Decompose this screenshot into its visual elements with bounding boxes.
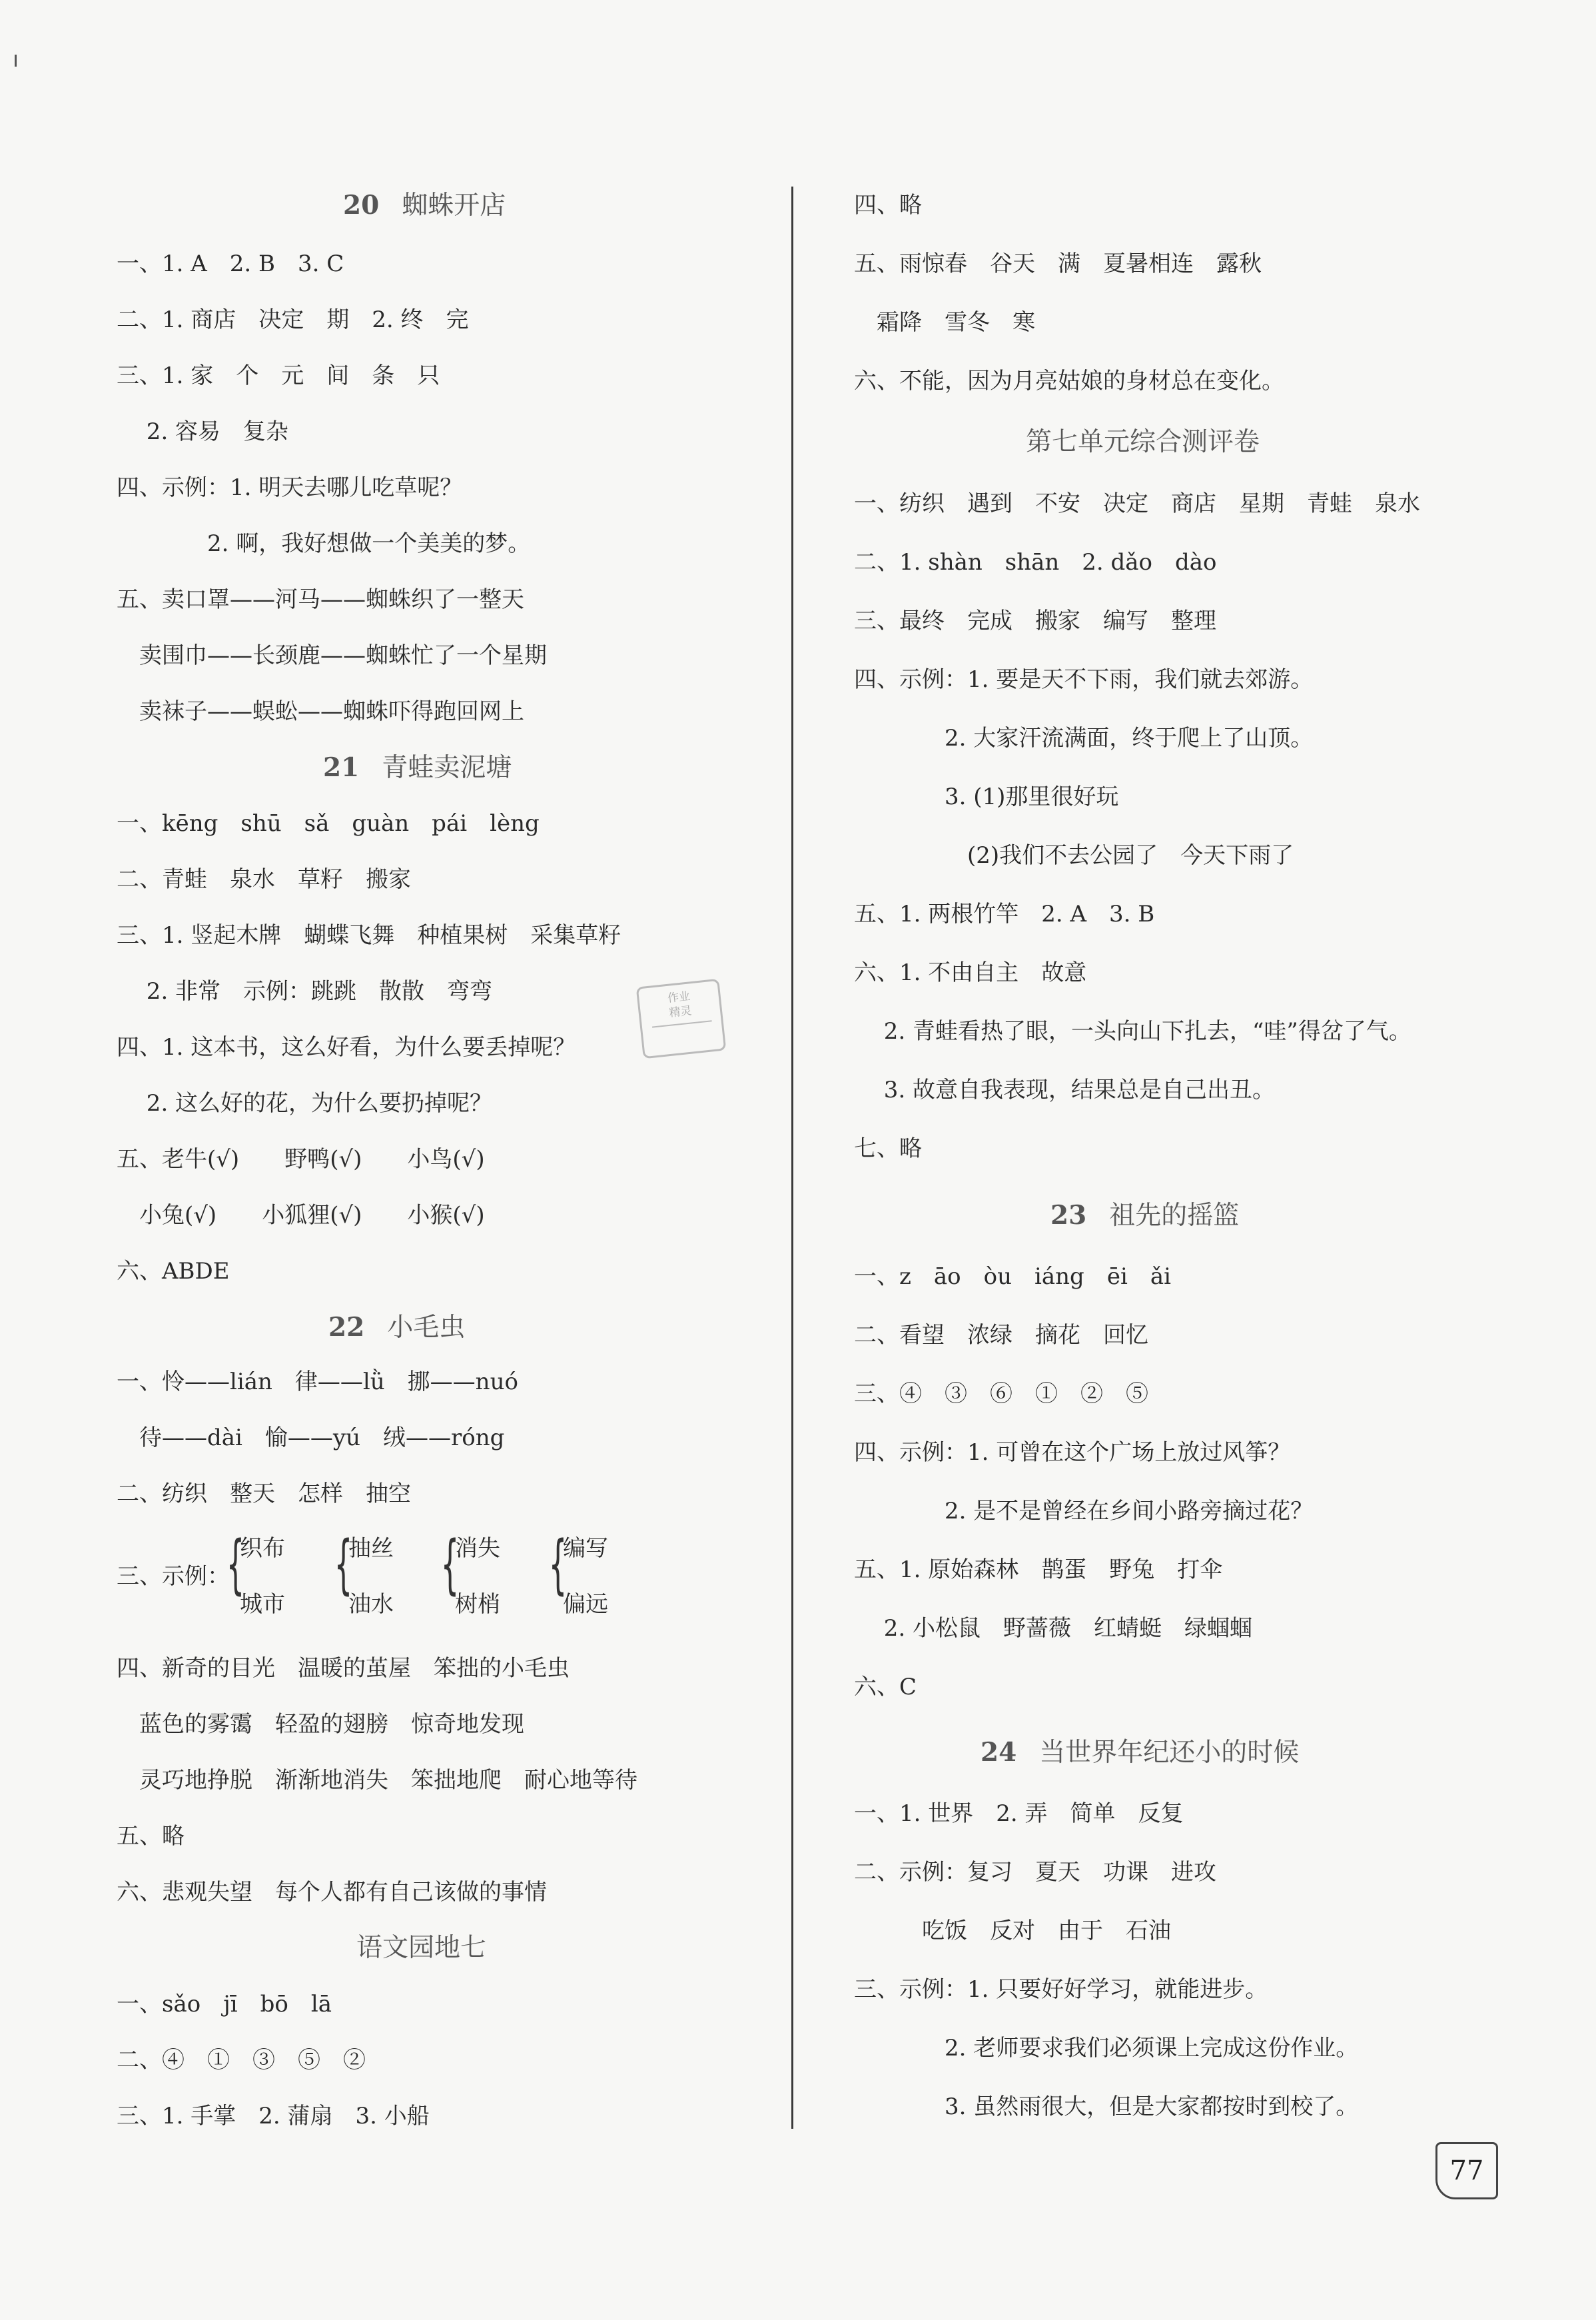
answer-line: 一、sǎo jī bō lā bbox=[117, 1991, 332, 2018]
answer-line: 五、雨惊春 谷天 满 夏暑相连 露秋 bbox=[854, 251, 1262, 277]
answer-line: 小兔(√) 小狐狸(√) 小猴(√) bbox=[117, 1202, 485, 1229]
answer-line: 六、ABDE bbox=[117, 1258, 230, 1285]
answer-line: 二、纺织 整天 怎样 抽空 bbox=[117, 1480, 411, 1507]
brace-bottom: 偏远 bbox=[563, 1591, 608, 1618]
answer-line: 五、略 bbox=[117, 1823, 185, 1850]
brace-bottom: 城市 bbox=[240, 1591, 285, 1618]
garden-heading: 语文园地七 bbox=[356, 1933, 487, 1963]
answer-line: 2. 容易 复杂 bbox=[117, 418, 289, 445]
stamp-logo bbox=[636, 979, 727, 1059]
lesson-23-heading: 23 祖先的摇篮 bbox=[1050, 1200, 1240, 1231]
brace-top: 抽丝 bbox=[348, 1535, 394, 1562]
answer-line: 2. 大家汗流满面，终于爬上了山顶。 bbox=[854, 725, 1314, 752]
brace-bottom: 油水 bbox=[348, 1591, 394, 1618]
brace-icon: { bbox=[226, 1527, 245, 1602]
answer-line: 四、1. 这本书，这么好看，为什么要丢掉呢？ bbox=[117, 1034, 576, 1061]
brace-icon: { bbox=[440, 1527, 460, 1602]
answer-line: 六、不能，因为月亮姑娘的身材总在变化。 bbox=[854, 368, 1284, 394]
answer-line: 七、略 bbox=[854, 1135, 922, 1162]
page-number: 77 bbox=[1435, 2142, 1498, 2199]
answer-line: 3. 故意自我表现，结果总是自己出丑。 bbox=[854, 1077, 1276, 1103]
answer-line: 五、1. 两根竹竿 2. A 3. B bbox=[854, 901, 1155, 927]
brace-top: 消失 bbox=[455, 1535, 500, 1562]
answer-line: 五、老牛(√) 野鸭(√) 小鸟(√) bbox=[117, 1146, 485, 1173]
answer-line: 2. 老师要求我们必须课上完成这份作业。 bbox=[854, 2035, 1359, 2061]
answer-line: 3. 虽然雨很大，但是大家都按时到校了。 bbox=[854, 2093, 1359, 2120]
answer-line: 六、悲观失望 每个人都有自己该做的事情 bbox=[117, 1879, 547, 1906]
brace-top: 编写 bbox=[563, 1535, 608, 1562]
lesson-21-heading: 21 青蛙卖泥塘 bbox=[323, 752, 512, 783]
answer-line: 三、1. 手掌 2. 蒲扇 3. 小船 bbox=[117, 2103, 430, 2129]
stamp-text: 作业 bbox=[667, 989, 691, 1005]
answer-line: 二、青蛙 泉水 草籽 搬家 bbox=[117, 866, 411, 893]
answer-line: 三、1. 竖起木牌 蝴蝶飞舞 种植果树 采集草籽 bbox=[117, 922, 621, 949]
answer-line: 四、略 bbox=[854, 192, 922, 219]
answer-line: 六、1. 不由自主 故意 bbox=[854, 959, 1087, 986]
answer-line: 卖围巾——长颈鹿——蜘蛛忙了一个星期 bbox=[117, 642, 547, 669]
column-divider bbox=[791, 187, 793, 2129]
answer-line: 二、④ ① ③ ⑤ ② bbox=[117, 2047, 366, 2073]
answer-line: 一、1. A 2. B 3. C bbox=[117, 251, 344, 277]
answer-line: 二、看望 浓绿 摘花 回忆 bbox=[854, 1322, 1148, 1349]
answer-line: 2. 这么好的花，为什么要扔掉呢？ bbox=[117, 1090, 493, 1117]
answer-line: 2. 小松鼠 野蔷薇 红蜻蜓 绿蝈蝈 bbox=[854, 1615, 1253, 1642]
answer-line: 四、示例：1. 要是天不下雨，我们就去郊游。 bbox=[854, 666, 1314, 693]
brace-top: 织布 bbox=[240, 1535, 285, 1562]
answer-line: 一、kēng shū sǎ guàn pái lèng bbox=[117, 810, 540, 837]
answer-line: 二、1. shàn shān 2. dǎo dào bbox=[854, 549, 1217, 576]
answer-line: 待——dài 愉——yú 绒——róng bbox=[117, 1425, 505, 1451]
answer-line: (2)我们不去公园了 今天下雨了 bbox=[854, 842, 1294, 869]
scan-mark bbox=[15, 55, 17, 67]
answer-line: 一、1. 世界 2. 弄 简单 反复 bbox=[854, 1800, 1184, 1827]
answer-line: 卖袜子——蜈蚣——蜘蛛吓得跑回网上 bbox=[117, 698, 524, 725]
answer-line: 二、示例：复习 夏天 功课 进攻 bbox=[854, 1859, 1216, 1886]
answer-line: 霜降 雪冬 寒 bbox=[854, 309, 1035, 336]
answer-line: 三、1. 家 个 元 间 条 只 bbox=[117, 362, 440, 389]
answer-line: 一、纺织 遇到 不安 决定 商店 星期 青蛙 泉水 bbox=[854, 490, 1420, 517]
answer-line: 三、最终 完成 搬家 编写 整理 bbox=[854, 608, 1216, 634]
answer-line: 灵巧地挣脱 渐渐地消失 笨拙地爬 耐心地等待 bbox=[117, 1767, 637, 1794]
answer-line: 六、C bbox=[854, 1674, 917, 1700]
lesson-22-heading: 22 小毛虫 bbox=[328, 1312, 466, 1343]
answer-line: 二、1. 商店 决定 期 2. 终 完 bbox=[117, 306, 469, 333]
brace-bottom: 树梢 bbox=[455, 1591, 500, 1618]
answer-line: 吃饭 反对 由于 石油 bbox=[854, 1918, 1171, 1944]
lesson-20-heading: 20 蜘蛛开店 bbox=[343, 190, 506, 221]
answer-line: 2. 是不是曾经在乡间小路旁摘过花？ bbox=[854, 1498, 1314, 1524]
answer-line: 五、卖口罩——河马——蜘蛛织了一整天 bbox=[117, 586, 524, 613]
answer-line: 三、示例： bbox=[117, 1563, 230, 1590]
answer-line: 蓝色的雾霭 轻盈的翅膀 惊奇地发现 bbox=[117, 1711, 524, 1738]
brace-icon: { bbox=[548, 1527, 568, 1602]
answer-line: 2. 青蛙看热了眼，一头向山下扎去，“哇”得岔了气。 bbox=[854, 1018, 1411, 1045]
answer-line: 三、示例：1. 只要好好学习，就能进步。 bbox=[854, 1976, 1268, 2003]
answer-line: 五、1. 原始森林 鹊蛋 野兔 打伞 bbox=[854, 1556, 1223, 1583]
answer-line: 三、④ ③ ⑥ ① ② ⑤ bbox=[854, 1381, 1148, 1407]
brace-icon: { bbox=[334, 1527, 353, 1602]
answer-line: 3. (1)那里很好玩 bbox=[854, 784, 1119, 810]
answer-line: 四、新奇的目光 温暖的茧屋 笨拙的小毛虫 bbox=[117, 1655, 570, 1682]
answer-line: 四、示例：1. 明天去哪儿吃草呢？ bbox=[117, 474, 463, 501]
answer-line: 2. 非常 示例：跳跳 散散 弯弯 bbox=[117, 978, 493, 1005]
answer-line: 2. 啊，我好想做一个美美的梦。 bbox=[117, 530, 531, 557]
answer-line: 一、怜——lián 律——lǜ 挪——nuó bbox=[117, 1369, 518, 1395]
answer-line: 四、示例：1. 可曾在这个广场上放过风筝？ bbox=[854, 1439, 1291, 1466]
answer-line: 一、z āo òu iáng ēi ǎi bbox=[854, 1263, 1171, 1290]
stamp-text: 精灵 bbox=[668, 1004, 693, 1020]
unit-7-heading: 第七单元综合测评卷 bbox=[1026, 427, 1260, 457]
lesson-24-heading: 24 当世界年纪还小的时候 bbox=[981, 1737, 1300, 1768]
